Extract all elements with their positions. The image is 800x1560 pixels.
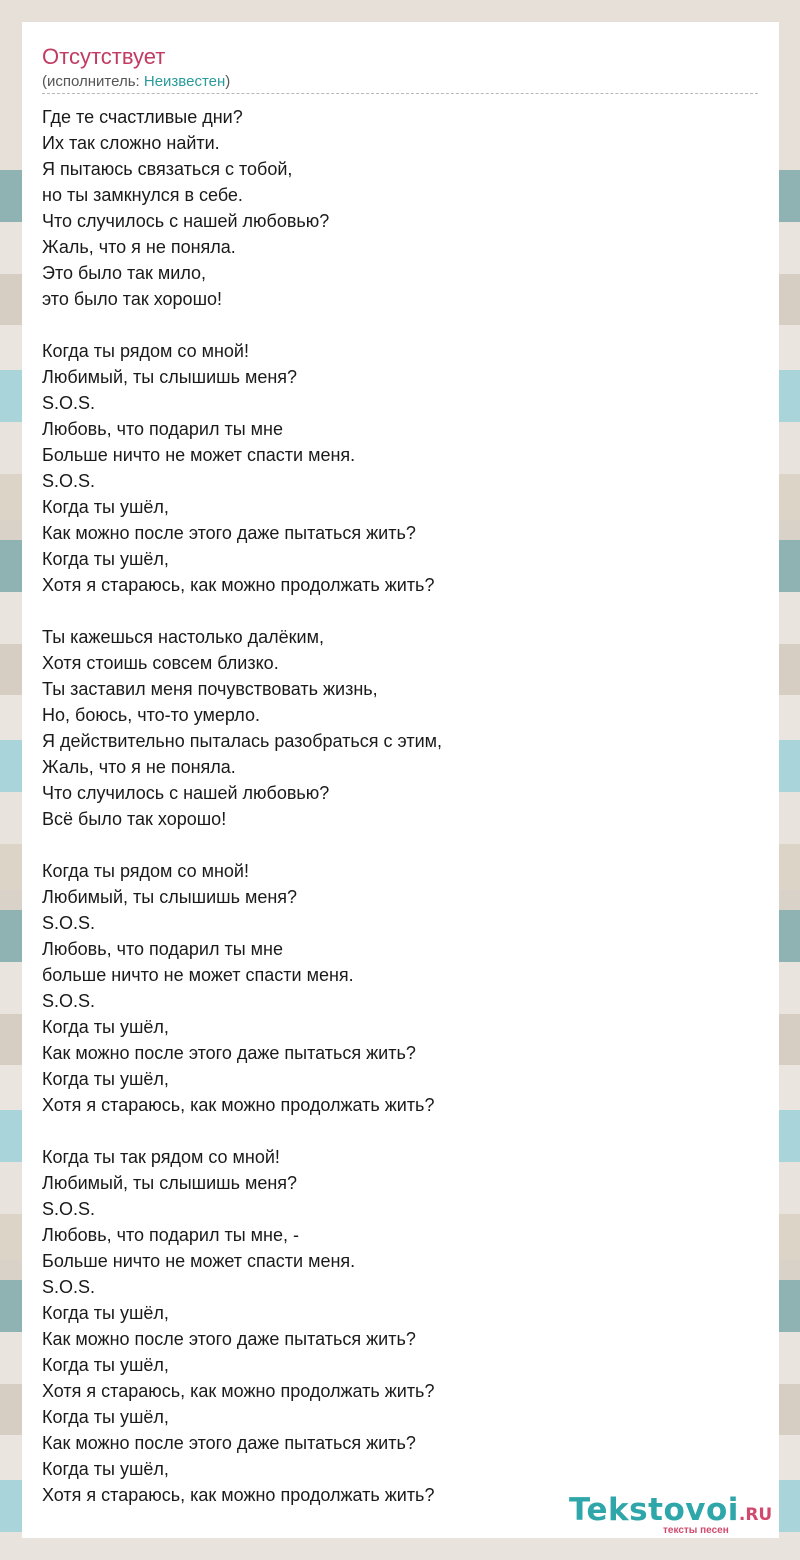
lyric-line: Как можно после этого даже пытаться жить? bbox=[42, 523, 416, 543]
logo-tagline: тексты песен bbox=[663, 1525, 729, 1536]
artist-prefix: (исполнитель: bbox=[42, 73, 144, 90]
lyric-line: Больше ничто не может спасти меня. bbox=[42, 1251, 356, 1271]
lyric-line: S.O.S. bbox=[42, 913, 96, 933]
lyric-line: Когда ты ушёл, bbox=[42, 1017, 169, 1037]
title-divider bbox=[42, 93, 758, 94]
lyric-line: Когда ты ушёл, bbox=[42, 497, 169, 517]
lyric-line: Жаль, что я не поняла. bbox=[42, 757, 236, 777]
lyric-line: Жаль, что я не поняла. bbox=[42, 237, 236, 257]
site-logo[interactable] bbox=[569, 1492, 774, 1536]
stanza-break bbox=[42, 832, 762, 858]
lyric-line: Как можно после этого даже пытаться жить? bbox=[42, 1329, 416, 1349]
lyric-line: Хотя я стараюсь, как можно продолжать жить? bbox=[42, 1381, 435, 1401]
lyric-line: Хотя я стараюсь, как можно продолжать жить? bbox=[42, 575, 435, 595]
lyric-line: Я действительно пыталась разобраться с этим, bbox=[42, 731, 442, 751]
stanza-break bbox=[42, 598, 762, 624]
lyric-line: Когда ты ушёл, bbox=[42, 1407, 169, 1427]
artist-line bbox=[42, 72, 230, 92]
lyric-line: Хотя стоишь совсем близко. bbox=[42, 653, 279, 673]
stanza-break bbox=[42, 1118, 762, 1144]
lyric-line: Когда ты ушёл, bbox=[42, 1069, 169, 1089]
lyric-line: S.O.S. bbox=[42, 1199, 96, 1219]
lyric-line: больше ничто не может спасти меня. bbox=[42, 965, 354, 985]
lyric-line: Любовь, что подарил ты мне bbox=[42, 419, 283, 439]
lyric-line: Как можно после этого даже пытаться жить? bbox=[42, 1433, 416, 1453]
lyric-line: Любовь, что подарил ты мне, - bbox=[42, 1225, 299, 1245]
lyric-line: Больше ничто не может спасти меня. bbox=[42, 445, 356, 465]
lyric-line: Где те счастливые дни? bbox=[42, 107, 243, 127]
lyric-line: Что случилось с нашей любовью? bbox=[42, 211, 330, 231]
lyric-line: Когда ты ушёл, bbox=[42, 1459, 169, 1479]
lyric-line: S.O.S. bbox=[42, 393, 96, 413]
lyric-line: но ты замкнулся в себе. bbox=[42, 185, 243, 205]
lyric-line: Ты кажешься настолько далёким, bbox=[42, 627, 324, 647]
stanza-break bbox=[42, 312, 762, 338]
logo-tld: .RU bbox=[738, 1505, 773, 1525]
lyric-line: Я пытаюсь связаться с тобой, bbox=[42, 159, 293, 179]
lyric-line: Но, боюсь, что-то умерло. bbox=[42, 705, 260, 725]
lyric-line: Когда ты так рядом со мной! bbox=[42, 1147, 280, 1167]
lyric-line: Когда ты ушёл, bbox=[42, 1303, 169, 1323]
lyric-line: Хотя я стараюсь, как можно продолжать жить? bbox=[42, 1095, 435, 1115]
lyric-line: Когда ты ушёл, bbox=[42, 1355, 169, 1375]
lyric-line: Любимый, ты слышишь меня? bbox=[42, 887, 298, 907]
artist-link[interactable]: Неизвестен bbox=[143, 73, 226, 90]
lyric-line: S.O.S. bbox=[42, 471, 96, 491]
lyric-line: Ты заставил меня почувствовать жизнь, bbox=[42, 679, 378, 699]
lyric-line: Хотя я стараюсь, как можно продолжать жить? bbox=[42, 1485, 435, 1505]
lyric-line: Что случилось с нашей любовью? bbox=[42, 783, 330, 803]
lyric-line: Их так сложно найти. bbox=[42, 133, 220, 153]
lyrics-card bbox=[22, 22, 779, 1538]
lyric-line: Всё было так хорошо! bbox=[42, 809, 227, 829]
lyric-line: Любовь, что подарил ты мне bbox=[42, 939, 283, 959]
lyric-line: S.O.S. bbox=[42, 991, 96, 1011]
lyric-line: Когда ты рядом со мной! bbox=[42, 861, 249, 881]
lyrics-text bbox=[42, 104, 762, 1508]
lyric-line: Когда ты рядом со мной! bbox=[42, 341, 249, 361]
lyric-line: Любимый, ты слышишь меня? bbox=[42, 1173, 298, 1193]
lyric-line: Любимый, ты слышишь меня? bbox=[42, 367, 298, 387]
lyric-line: S.O.S. bbox=[42, 1277, 96, 1297]
lyric-line: это было так хорошо! bbox=[42, 289, 223, 309]
lyric-line: Когда ты ушёл, bbox=[42, 549, 169, 569]
logo-name: Tekstovoi bbox=[569, 1492, 739, 1528]
lyric-line: Это было так мило, bbox=[42, 263, 207, 283]
lyric-line: Как можно после этого даже пытаться жить? bbox=[42, 1043, 416, 1063]
song-title: Отсутствует bbox=[42, 44, 166, 69]
artist-suffix: ) bbox=[225, 73, 231, 90]
